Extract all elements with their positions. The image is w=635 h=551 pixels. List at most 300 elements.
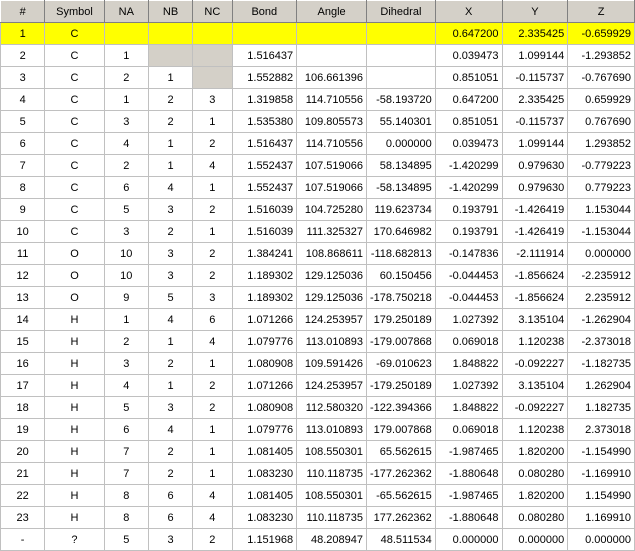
x-cell[interactable]: 1.027392 (435, 375, 502, 397)
nc-cell[interactable]: 1 (193, 441, 232, 463)
x-cell[interactable]: -0.044453 (435, 287, 502, 309)
y-cell[interactable]: 1.099144 (502, 133, 568, 155)
angle-cell[interactable]: 108.550301 (297, 485, 367, 507)
y-cell[interactable]: -1.426419 (502, 221, 568, 243)
dihedral-cell[interactable]: 60.150456 (367, 265, 436, 287)
x-cell[interactable]: 0.851051 (435, 111, 502, 133)
x-cell[interactable]: 0.069018 (435, 331, 502, 353)
symbol-cell[interactable]: H (45, 485, 104, 507)
angle-cell[interactable] (297, 45, 367, 67)
bond-cell[interactable]: 1.189302 (232, 265, 297, 287)
angle-cell[interactable]: 129.125036 (297, 287, 367, 309)
nb-cell[interactable]: 3 (148, 199, 192, 221)
table-row[interactable] (1, 463, 635, 485)
na-cell[interactable]: 5 (104, 529, 148, 551)
atom-index-cell[interactable]: 19 (1, 419, 45, 441)
column-header-angle[interactable]: Angle (297, 1, 367, 23)
bond-cell[interactable]: 1.516437 (232, 133, 297, 155)
dihedral-cell[interactable]: -178.750218 (367, 287, 436, 309)
nb-cell[interactable]: 2 (148, 441, 192, 463)
nc-cell[interactable] (193, 67, 232, 89)
angle-cell[interactable]: 129.125036 (297, 265, 367, 287)
bond-cell[interactable]: 1.151968 (232, 529, 297, 551)
symbol-cell[interactable]: C (45, 199, 104, 221)
angle-cell[interactable]: 107.519066 (297, 155, 367, 177)
symbol-cell[interactable]: C (45, 133, 104, 155)
angle-cell[interactable]: 114.710556 (297, 133, 367, 155)
na-cell[interactable]: 6 (104, 419, 148, 441)
table-row[interactable] (1, 111, 635, 133)
z-cell[interactable]: 1.169910 (568, 507, 635, 529)
nb-cell[interactable]: 2 (148, 89, 192, 111)
nb-cell[interactable]: 4 (148, 419, 192, 441)
y-cell[interactable]: -1.856624 (502, 265, 568, 287)
nc-cell[interactable]: 3 (193, 89, 232, 111)
z-cell[interactable]: -1.182735 (568, 353, 635, 375)
symbol-cell[interactable]: O (45, 265, 104, 287)
angle-cell[interactable]: 113.010893 (297, 331, 367, 353)
na-cell[interactable]: 9 (104, 287, 148, 309)
nb-cell[interactable]: 1 (148, 375, 192, 397)
y-cell[interactable]: 1.120238 (502, 419, 568, 441)
table-row[interactable] (1, 67, 635, 89)
x-cell[interactable]: -0.147836 (435, 243, 502, 265)
bond-cell[interactable]: 1.071266 (232, 375, 297, 397)
atom-index-cell[interactable]: 17 (1, 375, 45, 397)
dihedral-cell[interactable]: 55.140301 (367, 111, 436, 133)
z-cell[interactable]: 0.767690 (568, 111, 635, 133)
y-cell[interactable]: 1.099144 (502, 45, 568, 67)
z-cell[interactable]: 1.153044 (568, 199, 635, 221)
nb-cell[interactable]: 3 (148, 265, 192, 287)
dihedral-cell[interactable]: 170.646982 (367, 221, 436, 243)
x-cell[interactable]: 0.193791 (435, 199, 502, 221)
table-row[interactable] (1, 23, 635, 45)
nc-cell[interactable]: 2 (193, 529, 232, 551)
na-cell[interactable]: 4 (104, 375, 148, 397)
table-row[interactable] (1, 441, 635, 463)
x-cell[interactable]: -1.880648 (435, 463, 502, 485)
na-cell[interactable]: 5 (104, 397, 148, 419)
z-cell[interactable]: -2.373018 (568, 331, 635, 353)
x-cell[interactable]: 0.039473 (435, 45, 502, 67)
x-cell[interactable]: -1.987465 (435, 441, 502, 463)
nb-cell[interactable]: 6 (148, 507, 192, 529)
nc-cell[interactable]: 4 (193, 331, 232, 353)
nb-cell[interactable]: 3 (148, 397, 192, 419)
angle-cell[interactable]: 124.253957 (297, 309, 367, 331)
z-cell[interactable]: -1.153044 (568, 221, 635, 243)
na-cell[interactable]: 3 (104, 221, 148, 243)
z-cell[interactable]: -1.293852 (568, 45, 635, 67)
z-cell[interactable]: -0.659929 (568, 23, 635, 45)
nb-cell[interactable]: 3 (148, 243, 192, 265)
atom-index-cell[interactable]: 7 (1, 155, 45, 177)
y-cell[interactable]: 0.000000 (502, 529, 568, 551)
nc-cell[interactable]: 2 (193, 397, 232, 419)
column-header-z[interactable]: Z (568, 1, 635, 23)
bond-cell[interactable]: 1.516039 (232, 199, 297, 221)
z-cell[interactable]: 0.000000 (568, 529, 635, 551)
dihedral-cell[interactable]: -179.007868 (367, 331, 436, 353)
bond-cell[interactable]: 1.552437 (232, 155, 297, 177)
atom-index-cell[interactable]: 11 (1, 243, 45, 265)
angle-cell[interactable]: 114.710556 (297, 89, 367, 111)
atom-index-cell[interactable]: 10 (1, 221, 45, 243)
z-cell[interactable]: 0.779223 (568, 177, 635, 199)
dihedral-cell[interactable]: 119.623734 (367, 199, 436, 221)
y-cell[interactable]: -1.426419 (502, 199, 568, 221)
column-header-symbol[interactable]: Symbol (45, 1, 104, 23)
angle-cell[interactable]: 110.118735 (297, 507, 367, 529)
na-cell[interactable]: 3 (104, 353, 148, 375)
symbol-cell[interactable]: C (45, 221, 104, 243)
nb-cell[interactable]: 2 (148, 221, 192, 243)
nc-cell[interactable]: 2 (193, 375, 232, 397)
na-cell[interactable] (104, 23, 148, 45)
bond-cell[interactable]: 1.189302 (232, 287, 297, 309)
table-row[interactable] (1, 45, 635, 67)
na-cell[interactable]: 1 (104, 89, 148, 111)
y-cell[interactable]: 3.135104 (502, 309, 568, 331)
column-header-x[interactable]: X (435, 1, 502, 23)
table-row[interactable] (1, 397, 635, 419)
table-row[interactable] (1, 309, 635, 331)
table-row[interactable] (1, 155, 635, 177)
y-cell[interactable]: 1.820200 (502, 485, 568, 507)
x-cell[interactable]: -1.987465 (435, 485, 502, 507)
na-cell[interactable]: 1 (104, 309, 148, 331)
dihedral-cell[interactable]: -122.394366 (367, 397, 436, 419)
na-cell[interactable]: 10 (104, 243, 148, 265)
nc-cell[interactable]: 1 (193, 221, 232, 243)
z-cell[interactable]: -1.169910 (568, 463, 635, 485)
dihedral-cell[interactable]: -58.134895 (367, 177, 436, 199)
symbol-cell[interactable]: C (45, 155, 104, 177)
nb-cell[interactable]: 1 (148, 155, 192, 177)
bond-cell[interactable]: 1.535380 (232, 111, 297, 133)
nb-cell[interactable]: 3 (148, 529, 192, 551)
dihedral-cell[interactable] (367, 23, 436, 45)
na-cell[interactable]: 7 (104, 441, 148, 463)
na-cell[interactable]: 10 (104, 265, 148, 287)
bond-cell[interactable]: 1.079776 (232, 331, 297, 353)
table-row[interactable] (1, 485, 635, 507)
nc-cell[interactable]: 2 (193, 133, 232, 155)
y-cell[interactable]: 1.820200 (502, 441, 568, 463)
symbol-cell[interactable]: H (45, 353, 104, 375)
angle-cell[interactable] (297, 23, 367, 45)
dihedral-cell[interactable]: -65.562615 (367, 485, 436, 507)
atom-index-cell[interactable]: 6 (1, 133, 45, 155)
na-cell[interactable]: 6 (104, 177, 148, 199)
angle-cell[interactable]: 104.725280 (297, 199, 367, 221)
dihedral-cell[interactable]: -118.682813 (367, 243, 436, 265)
column-header-bond[interactable]: Bond (232, 1, 297, 23)
symbol-cell[interactable]: H (45, 507, 104, 529)
symbol-cell[interactable]: O (45, 243, 104, 265)
na-cell[interactable]: 8 (104, 507, 148, 529)
y-cell[interactable]: 1.120238 (502, 331, 568, 353)
z-cell[interactable]: 1.293852 (568, 133, 635, 155)
symbol-cell[interactable]: C (45, 23, 104, 45)
atom-index-cell[interactable]: 21 (1, 463, 45, 485)
symbol-cell[interactable]: H (45, 419, 104, 441)
z-cell[interactable]: -1.154990 (568, 441, 635, 463)
nb-cell[interactable]: 2 (148, 111, 192, 133)
nc-cell[interactable]: 2 (193, 243, 232, 265)
symbol-cell[interactable]: O (45, 287, 104, 309)
nc-cell[interactable]: 1 (193, 177, 232, 199)
na-cell[interactable]: 4 (104, 133, 148, 155)
x-cell[interactable]: 1.848822 (435, 353, 502, 375)
nb-cell[interactable]: 1 (148, 67, 192, 89)
dihedral-cell[interactable]: 65.562615 (367, 441, 436, 463)
y-cell[interactable]: 0.080280 (502, 507, 568, 529)
x-cell[interactable]: 1.848822 (435, 397, 502, 419)
nc-cell[interactable]: 1 (193, 353, 232, 375)
atom-index-cell[interactable]: 16 (1, 353, 45, 375)
table-row[interactable] (1, 177, 635, 199)
atom-index-cell[interactable]: 4 (1, 89, 45, 111)
x-cell[interactable]: 0.851051 (435, 67, 502, 89)
y-cell[interactable]: -1.856624 (502, 287, 568, 309)
y-cell[interactable]: -0.115737 (502, 111, 568, 133)
nc-cell[interactable]: 1 (193, 419, 232, 441)
nc-cell[interactable]: 1 (193, 463, 232, 485)
angle-cell[interactable]: 108.550301 (297, 441, 367, 463)
x-cell[interactable]: 0.069018 (435, 419, 502, 441)
dihedral-cell[interactable]: -58.193720 (367, 89, 436, 111)
nc-cell[interactable]: 2 (193, 199, 232, 221)
atom-index-cell[interactable]: 5 (1, 111, 45, 133)
y-cell[interactable]: -0.115737 (502, 67, 568, 89)
bond-cell[interactable]: 1.071266 (232, 309, 297, 331)
y-cell[interactable]: 2.335425 (502, 89, 568, 111)
y-cell[interactable]: 0.979630 (502, 155, 568, 177)
bond-cell[interactable]: 1.079776 (232, 419, 297, 441)
z-cell[interactable]: -0.779223 (568, 155, 635, 177)
y-cell[interactable]: -0.092227 (502, 397, 568, 419)
nb-cell[interactable] (148, 45, 192, 67)
symbol-cell[interactable]: H (45, 309, 104, 331)
na-cell[interactable]: 1 (104, 45, 148, 67)
nb-cell[interactable] (148, 23, 192, 45)
nb-cell[interactable]: 6 (148, 485, 192, 507)
angle-cell[interactable]: 106.661396 (297, 67, 367, 89)
table-row[interactable] (1, 199, 635, 221)
z-cell[interactable]: -2.235912 (568, 265, 635, 287)
z-cell[interactable]: -1.262904 (568, 309, 635, 331)
bond-cell[interactable]: 1.083230 (232, 507, 297, 529)
dihedral-cell[interactable]: 179.250189 (367, 309, 436, 331)
dihedral-cell[interactable] (367, 67, 436, 89)
na-cell[interactable]: 2 (104, 331, 148, 353)
na-cell[interactable]: 8 (104, 485, 148, 507)
symbol-cell[interactable]: H (45, 375, 104, 397)
column-header-dihedral[interactable]: Dihedral (367, 1, 436, 23)
symbol-cell[interactable]: H (45, 397, 104, 419)
angle-cell[interactable]: 113.010893 (297, 419, 367, 441)
table-row[interactable] (1, 507, 635, 529)
z-cell[interactable]: 1.262904 (568, 375, 635, 397)
z-cell[interactable]: 0.000000 (568, 243, 635, 265)
x-cell[interactable]: -1.420299 (435, 177, 502, 199)
nc-cell[interactable]: 4 (193, 155, 232, 177)
atom-index-cell[interactable]: 12 (1, 265, 45, 287)
angle-cell[interactable]: 111.325327 (297, 221, 367, 243)
dihedral-cell[interactable]: 179.007868 (367, 419, 436, 441)
table-row[interactable] (1, 265, 635, 287)
table-row[interactable] (1, 529, 635, 551)
x-cell[interactable]: 0.647200 (435, 23, 502, 45)
angle-cell[interactable]: 124.253957 (297, 375, 367, 397)
atom-index-cell[interactable]: 23 (1, 507, 45, 529)
y-cell[interactable]: 0.080280 (502, 463, 568, 485)
na-cell[interactable]: 3 (104, 111, 148, 133)
atom-index-cell[interactable]: 22 (1, 485, 45, 507)
nc-cell[interactable]: 1 (193, 111, 232, 133)
dihedral-cell[interactable]: -69.010623 (367, 353, 436, 375)
nb-cell[interactable]: 2 (148, 353, 192, 375)
z-cell[interactable]: 1.182735 (568, 397, 635, 419)
nc-cell[interactable]: 4 (193, 507, 232, 529)
column-header-index[interactable]: # (1, 1, 45, 23)
column-header-y[interactable]: Y (502, 1, 568, 23)
nb-cell[interactable]: 4 (148, 177, 192, 199)
atom-index-cell[interactable]: 18 (1, 397, 45, 419)
bond-cell[interactable] (232, 23, 297, 45)
table-row[interactable] (1, 287, 635, 309)
symbol-cell[interactable]: C (45, 67, 104, 89)
symbol-cell[interactable]: C (45, 89, 104, 111)
bond-cell[interactable]: 1.516039 (232, 221, 297, 243)
symbol-cell[interactable]: H (45, 331, 104, 353)
bond-cell[interactable]: 1.552882 (232, 67, 297, 89)
z-cell[interactable]: 0.659929 (568, 89, 635, 111)
atom-index-cell[interactable]: 8 (1, 177, 45, 199)
x-cell[interactable]: 0.193791 (435, 221, 502, 243)
bond-cell[interactable]: 1.080908 (232, 397, 297, 419)
na-cell[interactable]: 7 (104, 463, 148, 485)
table-row[interactable] (1, 89, 635, 111)
nb-cell[interactable]: 2 (148, 463, 192, 485)
atom-index-cell[interactable]: 3 (1, 67, 45, 89)
bond-cell[interactable]: 1.552437 (232, 177, 297, 199)
dihedral-cell[interactable]: -179.250189 (367, 375, 436, 397)
x-cell[interactable]: 0.039473 (435, 133, 502, 155)
x-cell[interactable]: 1.027392 (435, 309, 502, 331)
y-cell[interactable]: 2.335425 (502, 23, 568, 45)
nc-cell[interactable]: 3 (193, 287, 232, 309)
angle-cell[interactable]: 107.519066 (297, 177, 367, 199)
z-cell[interactable]: 2.235912 (568, 287, 635, 309)
na-cell[interactable]: 5 (104, 199, 148, 221)
angle-cell[interactable]: 112.580320 (297, 397, 367, 419)
angle-cell[interactable]: 108.868611 (297, 243, 367, 265)
z-cell[interactable]: 1.154990 (568, 485, 635, 507)
atom-index-cell[interactable]: - (1, 529, 45, 551)
angle-cell[interactable]: 109.805573 (297, 111, 367, 133)
table-row[interactable] (1, 133, 635, 155)
dihedral-cell[interactable]: -177.262362 (367, 463, 436, 485)
y-cell[interactable]: -2.111914 (502, 243, 568, 265)
table-row[interactable] (1, 419, 635, 441)
table-row[interactable] (1, 243, 635, 265)
column-header-nb[interactable]: NB (148, 1, 192, 23)
nb-cell[interactable]: 1 (148, 331, 192, 353)
symbol-cell[interactable]: H (45, 441, 104, 463)
bond-cell[interactable]: 1.081405 (232, 485, 297, 507)
table-row[interactable] (1, 331, 635, 353)
bond-cell[interactable]: 1.083230 (232, 463, 297, 485)
atom-index-cell[interactable]: 20 (1, 441, 45, 463)
x-cell[interactable]: -1.880648 (435, 507, 502, 529)
symbol-cell[interactable]: C (45, 177, 104, 199)
x-cell[interactable]: -1.420299 (435, 155, 502, 177)
atom-index-cell[interactable]: 14 (1, 309, 45, 331)
nc-cell[interactable]: 2 (193, 265, 232, 287)
atom-index-cell[interactable]: 13 (1, 287, 45, 309)
symbol-cell[interactable]: C (45, 111, 104, 133)
dihedral-cell[interactable]: 48.511534 (367, 529, 436, 551)
nc-cell[interactable]: 4 (193, 485, 232, 507)
angle-cell[interactable]: 110.118735 (297, 463, 367, 485)
angle-cell[interactable]: 48.208947 (297, 529, 367, 551)
dihedral-cell[interactable]: 0.000000 (367, 133, 436, 155)
symbol-cell[interactable]: ? (45, 529, 104, 551)
table-row[interactable] (1, 375, 635, 397)
table-row[interactable] (1, 221, 635, 243)
bond-cell[interactable]: 1.081405 (232, 441, 297, 463)
y-cell[interactable]: -0.092227 (502, 353, 568, 375)
y-cell[interactable]: 0.979630 (502, 177, 568, 199)
dihedral-cell[interactable]: 177.262362 (367, 507, 436, 529)
dihedral-cell[interactable] (367, 45, 436, 67)
atom-index-cell[interactable]: 1 (1, 23, 45, 45)
column-header-na[interactable]: NA (104, 1, 148, 23)
nc-cell[interactable] (193, 45, 232, 67)
table-row[interactable] (1, 353, 635, 375)
nb-cell[interactable]: 5 (148, 287, 192, 309)
atom-index-cell[interactable]: 15 (1, 331, 45, 353)
symbol-cell[interactable]: C (45, 45, 104, 67)
x-cell[interactable]: 0.000000 (435, 529, 502, 551)
nc-cell[interactable] (193, 23, 232, 45)
bond-cell[interactable]: 1.319858 (232, 89, 297, 111)
x-cell[interactable]: 0.647200 (435, 89, 502, 111)
nc-cell[interactable]: 6 (193, 309, 232, 331)
na-cell[interactable]: 2 (104, 155, 148, 177)
atom-index-cell[interactable]: 9 (1, 199, 45, 221)
symbol-cell[interactable]: H (45, 463, 104, 485)
bond-cell[interactable]: 1.384241 (232, 243, 297, 265)
bond-cell[interactable]: 1.516437 (232, 45, 297, 67)
dihedral-cell[interactable]: 58.134895 (367, 155, 436, 177)
atom-index-cell[interactable]: 2 (1, 45, 45, 67)
column-header-nc[interactable]: NC (193, 1, 232, 23)
z-cell[interactable]: -0.767690 (568, 67, 635, 89)
na-cell[interactable]: 2 (104, 67, 148, 89)
table-body (1, 23, 635, 551)
nb-cell[interactable]: 1 (148, 133, 192, 155)
nb-cell[interactable]: 4 (148, 309, 192, 331)
x-cell[interactable]: -0.044453 (435, 265, 502, 287)
z-cell[interactable]: 2.373018 (568, 419, 635, 441)
bond-cell[interactable]: 1.080908 (232, 353, 297, 375)
angle-cell[interactable]: 109.591426 (297, 353, 367, 375)
y-cell[interactable]: 3.135104 (502, 375, 568, 397)
